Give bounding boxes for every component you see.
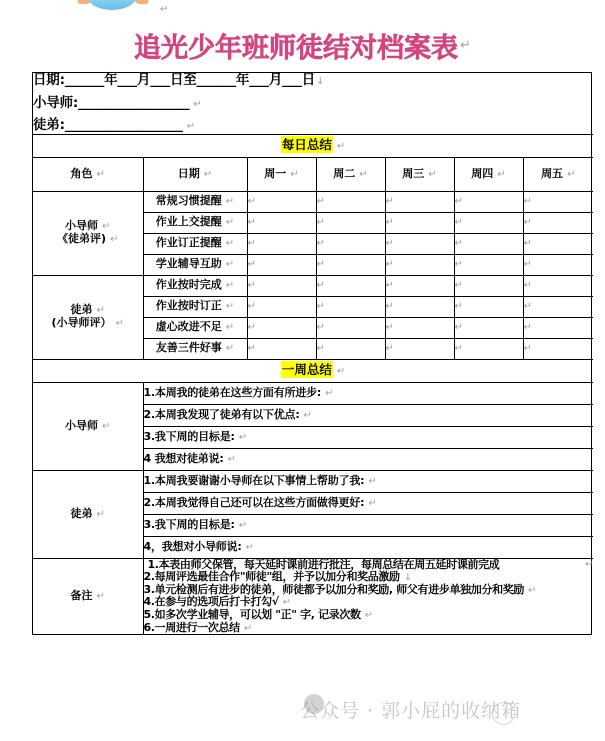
daily-item-label [143, 254, 247, 275]
daily-entry-cell[interactable] [523, 233, 593, 254]
daily-entry-mark: ↵ [523, 196, 532, 208]
daily-item-text: 作业按时完成 [155, 278, 222, 292]
daily-entry-mark: ↵ [247, 301, 256, 313]
daily-item-mark: ↵ [225, 217, 235, 229]
daily-item-mark: ↵ [225, 196, 235, 208]
weekly-role-cell-mentor [33, 382, 143, 470]
remark-line-mark: ↵ [364, 610, 373, 622]
daily-entry-mark: ↵ [454, 196, 463, 208]
apprentice-line [33, 118, 593, 134]
column-header-date-mark: ↵ [203, 168, 213, 180]
daily-entry-mark: ↵ [454, 280, 463, 292]
logo-wing-right-icon [134, 0, 149, 4]
daily-entry-cell[interactable] [454, 317, 523, 338]
daily-entry-mark: ↵ [523, 238, 532, 250]
daily-entry-mark: ↵ [316, 280, 325, 292]
daily-entry-cell[interactable] [454, 254, 523, 275]
daily-entry-mark: ↵ [385, 301, 394, 313]
daily-entry-mark: ↵ [247, 217, 256, 229]
title-paragraph-mark: ↵ [460, 38, 471, 53]
role-cell-apprentice-line1: 徒弟 [70, 303, 93, 317]
weekly-question-cell[interactable] [143, 404, 593, 426]
date-line [33, 73, 593, 89]
daily-entry-cell[interactable] [523, 296, 593, 317]
column-header-date-label: 日期 [177, 166, 200, 180]
role-cell-mentor-line2: 《徒弟评) [57, 232, 107, 246]
weekly-question-cell[interactable] [143, 426, 593, 448]
daily-entry-mark: ↵ [316, 259, 325, 271]
weekly-question-text: 3.我下周的目标是: [143, 429, 235, 443]
role-cell-apprentice-mark1: ↵ [96, 305, 105, 317]
remarks-label-mark: ↵ [96, 591, 105, 603]
daily-item-label [143, 275, 247, 296]
watermark [300, 688, 600, 734]
daily-entry-mark: ↵ [385, 238, 394, 250]
daily-entry-cell[interactable] [523, 275, 593, 296]
weekly-question-cell[interactable] [143, 382, 593, 404]
daily-entry-cell[interactable] [523, 254, 593, 275]
apprentice-line-text: 徒弟:__________________ [33, 117, 183, 134]
column-header-thu [454, 157, 523, 191]
watermark-text: 公众号 · 郭小屁的收纳箱 [300, 700, 522, 722]
table-row [33, 382, 593, 404]
role-cell-apprentice [33, 275, 143, 359]
table-row [33, 470, 593, 492]
daily-entry-mark: ↵ [247, 280, 256, 292]
daily-entry-mark: ↵ [454, 343, 463, 355]
remark-line-mark: ↵ [243, 622, 252, 634]
daily-entry-cell[interactable] [385, 254, 454, 275]
daily-item-text: 虚心改进不足 [155, 320, 222, 334]
daily-item-mark: ↵ [225, 322, 235, 334]
weekly-question-cell[interactable] [143, 492, 593, 514]
table-row [33, 191, 593, 212]
daily-entry-cell[interactable] [454, 233, 523, 254]
remark-line-text: 2.每周评选最佳合作"师徒"组，并予以加分和奖品激励 [143, 570, 400, 584]
daily-entry-cell[interactable] [316, 338, 385, 359]
page-title: 追光少年班师徒结对档案表 [134, 33, 459, 64]
daily-entry-mark: ↵ [523, 259, 532, 271]
daily-item-mark: ↵ [225, 280, 235, 292]
daily-entry-mark: ↵ [316, 343, 325, 355]
weekly-role-apprentice-label: 徒弟 [70, 506, 93, 520]
daily-banner-cell [33, 134, 593, 157]
remarks-content-cell[interactable] [143, 558, 593, 634]
page-title-row [0, 26, 605, 65]
daily-entry-mark: ↵ [454, 217, 463, 229]
daily-item-label [143, 317, 247, 338]
daily-entry-cell[interactable] [454, 212, 523, 233]
weekly-banner-label: 一周总结 [281, 362, 332, 378]
daily-item-label [143, 296, 247, 317]
archive-form-table [32, 72, 592, 635]
remarks-row [33, 558, 593, 634]
daily-entry-cell[interactable] [385, 212, 454, 233]
daily-entry-cell[interactable] [247, 191, 316, 212]
weekly-banner-row [33, 359, 593, 382]
daily-item-text: 作业按时订正 [155, 299, 222, 313]
column-header-wed-mark: ↵ [428, 168, 437, 180]
daily-entry-cell[interactable] [316, 212, 385, 233]
daily-entry-cell[interactable] [316, 254, 385, 275]
paragraph-mark-top: ↵ [160, 4, 169, 15]
remark-line [144, 622, 594, 635]
daily-entry-mark: ↵ [385, 217, 394, 229]
weekly-question-cell[interactable] [143, 514, 593, 536]
weekly-role-mentor-label: 小导师 [65, 418, 99, 432]
daily-entry-cell[interactable] [247, 275, 316, 296]
weekly-question-text: 1.本周我要谢谢小导师在以下事情上帮助了我: [143, 473, 365, 487]
mentor-line [33, 96, 593, 112]
daily-item-text: 作业订正提醒 [155, 236, 222, 250]
daily-item-text: 学业辅导互助 [155, 257, 222, 271]
column-header-mon [247, 157, 316, 191]
daily-item-label [143, 338, 247, 359]
watermark-dot-icon [304, 694, 324, 714]
daily-entry-mark: ↵ [385, 280, 394, 292]
header-info-row [33, 73, 593, 134]
daily-entry-cell[interactable] [385, 191, 454, 212]
daily-item-label [143, 191, 247, 212]
daily-entry-cell[interactable] [247, 233, 316, 254]
column-header-wed [385, 157, 454, 191]
daily-entry-cell[interactable] [316, 275, 385, 296]
weekly-question-mark: ↵ [325, 387, 334, 399]
daily-entry-cell[interactable] [316, 191, 385, 212]
header-info-cell [33, 73, 593, 134]
weekly-question-mark: ↵ [368, 475, 377, 487]
daily-item-text: 常规习惯提醒 [155, 194, 222, 208]
daily-entry-mark: ↵ [316, 322, 325, 334]
remark-line-text: 4.在参与的选项后打卡打勾√ [143, 595, 279, 609]
daily-banner-label: 每日总结 [281, 137, 332, 153]
column-header-date [143, 157, 247, 191]
daily-entry-cell[interactable] [316, 296, 385, 317]
role-cell-mentor-line1: 小导师 [65, 219, 99, 233]
daily-entry-cell[interactable] [316, 233, 385, 254]
daily-entry-cell[interactable] [247, 317, 316, 338]
daily-entry-mark: ↵ [523, 217, 532, 229]
daily-entry-cell[interactable] [385, 317, 454, 338]
daily-entry-cell[interactable] [385, 275, 454, 296]
daily-entry-mark: ↵ [385, 322, 394, 334]
remark-line-text: 3.单元检测后有进步的徒弟，师徒都予以加分和奖励, 师父有进步单独加分和奖励 [143, 582, 525, 596]
daily-entry-cell[interactable] [247, 212, 316, 233]
role-cell-mentor-mark1: ↵ [102, 221, 111, 233]
daily-entry-cell[interactable] [523, 317, 593, 338]
weekly-role-mentor-mark: ↵ [102, 420, 111, 432]
remark-line-mark: ↵ [282, 597, 291, 609]
column-header-thu-mark: ↵ [497, 168, 506, 180]
daily-entry-mark: ↵ [523, 322, 532, 334]
daily-entry-cell[interactable] [247, 254, 316, 275]
weekly-question-mark: ↵ [238, 519, 247, 531]
daily-entry-mark: ↵ [316, 196, 325, 208]
daily-entry-mark: ↵ [523, 280, 532, 292]
daily-item-mark: ↵ [225, 259, 235, 271]
daily-banner-row [33, 134, 593, 157]
weekly-question-cell[interactable] [143, 448, 593, 470]
daily-entry-cell[interactable] [523, 191, 593, 212]
daily-entry-mark: ↵ [247, 322, 256, 334]
daily-entry-cell[interactable] [454, 191, 523, 212]
column-header-wed-label: 周三 [402, 166, 425, 180]
table-row [33, 275, 593, 296]
daily-entry-cell[interactable] [454, 275, 523, 296]
weekly-question-text: 4，我想对小导师说: [143, 539, 242, 553]
remark-line-text: 1.本表由师父保管，每天延时课前进行批注，每周总结在周五延时课前完成 [147, 557, 500, 571]
mentor-line-mark: ↵ [193, 98, 202, 110]
weekly-question-cell[interactable] [143, 470, 593, 492]
daily-entry-cell[interactable] [523, 212, 593, 233]
daily-entry-cell[interactable] [523, 338, 593, 359]
daily-column-header-row [33, 157, 593, 191]
daily-entry-mark: ↵ [316, 217, 325, 229]
daily-item-text: 友善三件好事 [155, 341, 222, 355]
weekly-question-text: 4 我想对徒弟说: [143, 451, 224, 465]
daily-entry-cell[interactable] [454, 296, 523, 317]
remark-line-text: 6.一周进行一次总结 [143, 620, 240, 634]
daily-item-label [143, 233, 247, 254]
column-header-role-label: 角色 [70, 166, 93, 180]
weekly-question-mark: ↵ [245, 541, 254, 553]
role-cell-apprentice-line2: (小导师评） [51, 316, 112, 330]
header-logo-strip [0, 0, 605, 22]
column-header-tue-mark: ↵ [359, 168, 368, 180]
weekly-question-text: 2.本周我发现了徒弟有以下优点: [143, 407, 300, 421]
weekly-question-mark: ↵ [303, 409, 312, 421]
remark-line-mark: ↓ [403, 572, 412, 584]
daily-item-mark: ↵ [225, 343, 235, 355]
weekly-role-cell-apprentice [33, 470, 143, 558]
daily-entry-mark: ↵ [385, 259, 394, 271]
watermark-ring-icon [492, 702, 515, 725]
weekly-role-apprentice-mark: ↵ [96, 508, 105, 520]
daily-entry-mark: ↵ [247, 238, 256, 250]
column-header-fri-label: 周五 [541, 166, 564, 180]
daily-entry-cell[interactable] [247, 338, 316, 359]
daily-entry-mark: ↵ [454, 322, 463, 334]
weekly-question-mark: ↵ [238, 431, 247, 443]
daily-entry-cell[interactable] [385, 296, 454, 317]
mentor-line-text: 小导师:_________________ [33, 94, 190, 111]
remarks-label: 备注 [70, 589, 93, 603]
daily-entry-mark: ↵ [523, 343, 532, 355]
daily-entry-mark: ↵ [454, 301, 463, 313]
remark-line-text: 5.如多次学业辅导，可以划 "正" 字, 记录次数 [143, 608, 361, 622]
daily-banner-mark: ↵ [336, 141, 346, 153]
weekly-question-mark: ↵ [368, 497, 377, 509]
daily-item-text: 作业上交提醒 [155, 215, 222, 229]
daily-entry-mark: ↵ [385, 196, 394, 208]
remarks-label-cell [33, 558, 143, 634]
daily-entry-mark: ↵ [454, 238, 463, 250]
daily-entry-cell[interactable] [247, 296, 316, 317]
remark-line-mark: ↵ [585, 558, 594, 570]
column-header-role [33, 157, 143, 191]
apprentice-line-mark: ↵ [186, 121, 195, 133]
daily-entry-mark: ↵ [247, 259, 256, 271]
weekly-question-mark: ↵ [227, 453, 236, 465]
daily-entry-mark: ↵ [316, 238, 325, 250]
column-header-mon-label: 周一 [264, 166, 287, 180]
daily-item-label [143, 212, 247, 233]
weekly-question-text: 3.我下周的目标是: [143, 517, 235, 531]
logo-badge-icon [86, 0, 138, 10]
daily-entry-cell[interactable] [454, 338, 523, 359]
role-cell-apprentice-mark2: ↵ [115, 318, 124, 330]
role-cell-mentor-mark2: ↵ [110, 234, 119, 246]
daily-entry-mark: ↵ [247, 343, 256, 355]
daily-entry-mark: ↵ [316, 301, 325, 313]
date-line-mark: ↓ [316, 76, 325, 87]
daily-entry-cell[interactable] [385, 338, 454, 359]
column-header-tue [316, 157, 385, 191]
role-cell-mentor [33, 191, 143, 275]
daily-item-mark: ↵ [225, 238, 235, 250]
daily-entry-cell[interactable] [316, 317, 385, 338]
weekly-question-cell[interactable] [143, 536, 593, 558]
weekly-question-text: 1.本周我的徒弟在这些方面有所进步: [143, 385, 322, 399]
remark-line-mark: ↵ [528, 584, 537, 596]
column-header-mon-mark: ↵ [290, 168, 299, 180]
date-line-text: 日期:______年___月___日至______年___月___日 [33, 72, 316, 88]
daily-entry-cell[interactable] [385, 233, 454, 254]
weekly-question-text: 2.本周我觉得自己还可以在这些方面做得更好: [143, 495, 365, 509]
daily-entry-mark: ↵ [385, 343, 394, 355]
daily-entry-mark: ↵ [247, 196, 256, 208]
daily-entry-mark: ↵ [454, 259, 463, 271]
column-header-fri [523, 157, 593, 191]
daily-entry-mark: ↵ [523, 301, 532, 313]
column-header-tue-label: 周二 [333, 166, 356, 180]
weekly-banner-mark: ↵ [336, 366, 346, 378]
column-header-role-mark: ↵ [96, 168, 105, 180]
column-header-thu-label: 周四 [471, 166, 494, 180]
column-header-fri-mark: ↵ [567, 168, 576, 180]
weekly-banner-cell [33, 359, 593, 382]
daily-item-mark: ↵ [225, 301, 235, 313]
